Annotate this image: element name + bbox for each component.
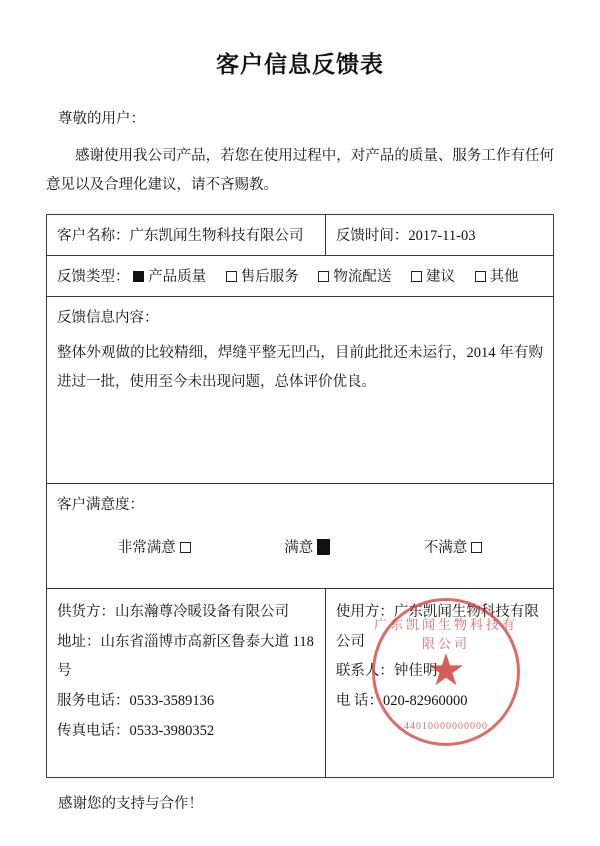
checkbox-icon[interactable] [411,271,422,282]
customer-name-label: 客户名称： [57,228,130,244]
satisfaction-option-unsatisfied[interactable] [424,536,483,557]
feedback-form-table [46,214,554,778]
option-label: 物流配送 [333,269,392,285]
satisfaction-option-very-satisfied[interactable] [118,536,191,557]
option-label: 不满意 [423,540,468,556]
checkbox-icon[interactable] [475,271,486,282]
salutation: 尊敬的用户： [58,111,145,127]
option-label: 产品质量 [148,269,207,285]
option-label: 非常满意 [117,540,176,556]
satisfaction-options [57,536,543,557]
feedback-type-cell [47,256,554,297]
supplier-cell [47,589,326,778]
feedback-type-option-aftersales[interactable] [226,269,299,285]
checkbox-icon[interactable] [180,542,191,553]
feedback-type-label: 反馈类型： [57,269,130,285]
supplier-address-line [57,628,315,687]
checkbox-icon[interactable] [318,271,329,282]
feedback-date-value: 2017-11-03 [408,228,476,244]
customer-name-value: 广东凯闻生物科技有限公司 [129,228,304,244]
user-party-phone-value: 020-82960000 [382,693,468,710]
feedback-date-label: 反馈时间： [335,228,409,244]
feedback-date-cell [325,215,553,256]
supplier-address-label: 地址： [57,633,101,650]
feedback-type-option-quality[interactable] [133,269,206,285]
supplier-fax-label: 传真电话： [57,722,130,739]
user-party-phone-label: 电 话： [335,693,383,710]
checkbox-icon[interactable] [133,271,144,282]
supplier-name-value: 山东瀚尊冷暖设备有限公司 [115,604,289,620]
table-row [47,589,554,778]
user-party-name-label: 使用方： [335,604,394,620]
user-party-cell [325,589,553,778]
supplier-name-label: 供货方： [57,604,115,620]
table-row [47,297,554,484]
user-party-name-line [336,598,543,657]
option-label: 其他 [489,269,519,285]
feedback-type-option-suggestion[interactable] [411,269,455,285]
supplier-fax-line [57,717,315,747]
star-icon: ★ [426,646,466,696]
feedback-content-text: 整体外观做的比较精细，焊缝平整无凹凸，目前此批还未运行，2014 年有购进过一批，使用至今未出现问题，总体评价优良。 [57,345,543,390]
checkbox-icon[interactable] [471,542,482,553]
supplier-service-phone-value: 0533-3589136 [129,693,215,710]
page-title: 客户信息反馈表 [216,52,384,77]
supplier-name-line [57,598,315,628]
table-row [47,215,554,256]
checkbox-icon[interactable] [226,271,237,282]
feedback-type-option-other[interactable] [475,269,519,285]
checkbox-icon[interactable] [317,539,330,555]
satisfaction-option-satisfied[interactable] [284,536,330,557]
footer-note: 感谢您的支持与合作！ [58,796,203,812]
user-party-contact-value: 钟佳明 [393,663,438,680]
user-party-name-value: 广东凯闻生物科技有限公司 [335,604,539,650]
seal-bottom-text: 44010000000000 [404,721,488,732]
option-label: 售后服务 [240,269,299,285]
table-row [47,256,554,297]
feedback-content-cell [47,297,554,484]
document-page [0,46,600,846]
supplier-service-phone-line [57,687,315,717]
user-party-contact-line [336,657,543,687]
user-party-contact-label: 联系人： [335,663,394,680]
seal-top-text: 广东凯闻生物科技有限公司 [373,617,518,651]
supplier-service-phone-label: 服务电话： [57,693,130,710]
supplier-address-value: 山东省淄博市高新区鲁泰大道 118 号 [57,633,314,680]
intro-paragraph: 感谢使用我公司产品，若您在使用过程中，对产品的质量、服务工作有任何意见以及合理化建议，请不吝赐教。 [46,148,554,193]
user-party-phone-line [336,687,543,717]
satisfaction-cell [47,484,554,589]
feedback-type-option-logistics[interactable] [318,269,391,285]
option-label: 满意 [284,540,314,556]
supplier-fax-value: 0533-3980352 [129,722,215,739]
satisfaction-label: 客户满意度： [57,497,144,513]
table-row [47,484,554,589]
customer-name-cell [47,215,326,256]
feedback-content-label: 反馈信息内容： [57,310,159,326]
option-label: 建议 [426,269,455,285]
